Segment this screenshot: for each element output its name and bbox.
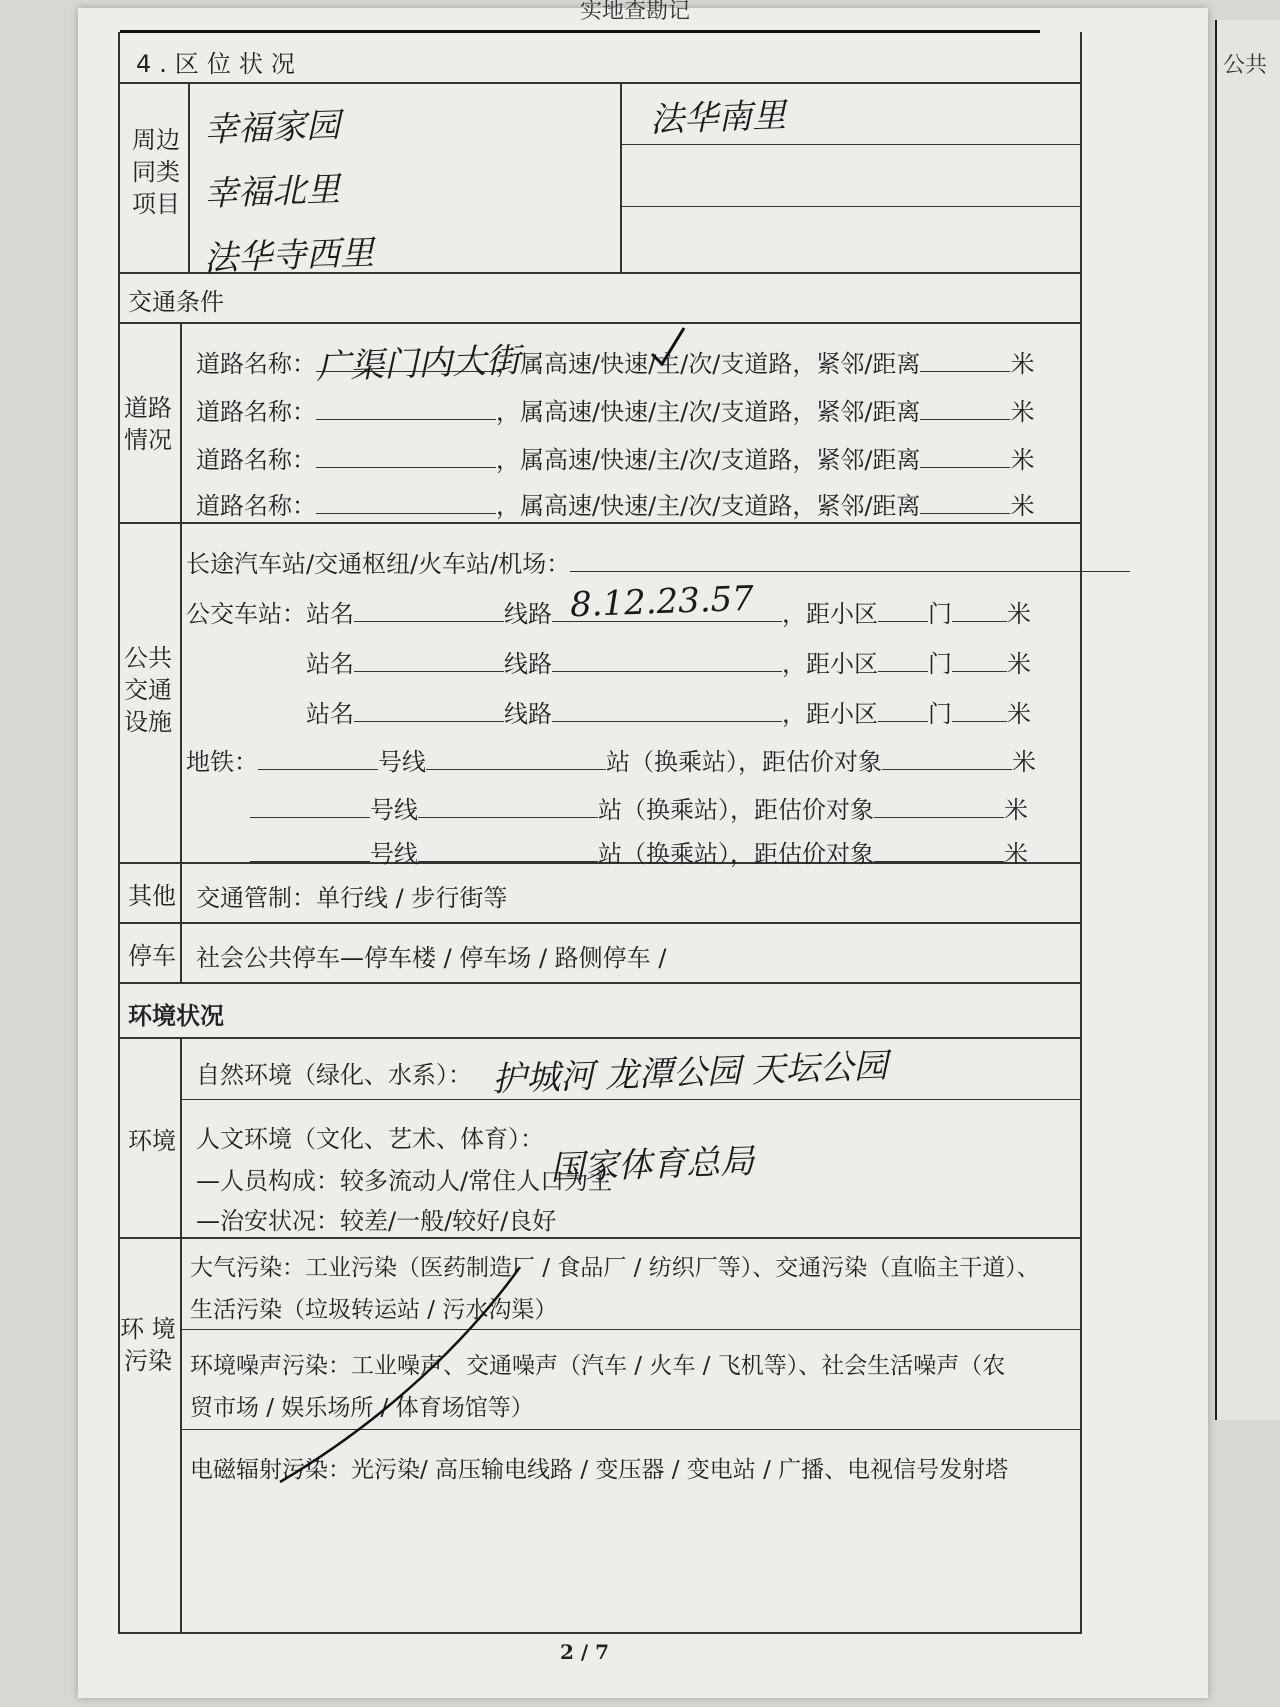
bus-line-3: 站名 线路 ，距小区 门 米 [306, 700, 1031, 728]
subway-line-1: 地铁： 号线 站（换乘站），距估价对象 米 [186, 748, 1036, 776]
page-header [120, 0, 1040, 33]
environment-row [120, 1037, 1080, 1239]
section-title: 4.区位状况 [136, 50, 303, 78]
other-label: 其他 [128, 882, 176, 910]
pollution-label: 环 境 污染 [120, 1315, 176, 1375]
road-line-4: 道路名称： ，属高速/快速/主/次/支道路，紧邻/距离 米 [196, 492, 1035, 520]
humanities-env-value: 国家体育总局 [549, 1141, 755, 1189]
project-entry-right: 法华南里 [649, 95, 787, 141]
check-mark-icon [648, 324, 688, 372]
environment-title-row [120, 982, 1080, 1039]
strike-through-mark [270, 1257, 530, 1487]
air-pollution-line-2: 生活污染（垃圾转运站 / 污水沟渠） [190, 1297, 558, 1323]
project-entry-1: 幸福家园 [203, 105, 341, 151]
parking-row [120, 922, 1080, 984]
roads-row [120, 322, 1080, 524]
projects-label: 周边 同类 项目 [132, 126, 180, 218]
adjacent-page-label: 公共 [1223, 53, 1268, 78]
adjacent-page [1215, 20, 1280, 1420]
long-distance-line: 长途汽车站/交通枢纽/火车站/机场： [186, 544, 1130, 579]
other-text: 交通管制：单行线 / 步行街等 [196, 884, 508, 912]
people-composition: —人员构成：较多流动人/常住人口为主 [196, 1167, 613, 1195]
road-line-1: 道路名称： ，属高速/快速/主/次/支道路，紧邻/距离 米 [196, 350, 1035, 378]
traffic-title-row [120, 272, 1080, 324]
subway-line-2: 号线 站（换乘站），距估价对象 米 [250, 790, 1028, 825]
security-status: —治安状况：较差/一般/较好/良好 [196, 1207, 557, 1235]
noise-pollution-line-2: 贸市场 / 娱乐场所 / 体育场馆等） [190, 1395, 534, 1421]
radiation-pollution-line: 电磁辐射污染：光污染/ 高压输电线路 / 变压器 / 变电站 / 广播、电视信号发射塔 [190, 1457, 1009, 1483]
natural-env-value: 护城河 龙潭公园 天坛公园 [491, 1046, 889, 1100]
natural-env-label: 自然环境（绿化、水系）： [196, 1061, 472, 1089]
bus-line-1: 公交车站：站名 线路 ，距小区 门 米 [186, 600, 1031, 628]
bus-route-1-value: 8.12.23.57 [569, 578, 755, 626]
humanities-env-label: 人文环境（文化、艺术、体育）： [196, 1125, 544, 1153]
environment-title: 环境状况 [128, 1002, 224, 1030]
roads-label: 道路 情况 [124, 394, 172, 454]
road-line-2: 道路名称： ，属高速/快速/主/次/支道路，紧邻/距离 米 [196, 398, 1035, 426]
page-header-title: 实地查勘记 [580, 0, 691, 24]
traffic-title: 交通条件 [128, 288, 224, 316]
subway-line-3: 号线 站（换乘站），距估价对象 米 [250, 834, 1028, 869]
road-line-3: 道路名称： ，属高速/快速/主/次/支道路，紧邻/距离 米 [196, 446, 1035, 474]
parking-text: 社会公共停车—停车楼 / 停车场 / 路侧停车 / [196, 944, 667, 972]
road-1-value: 广渠门内大街 [315, 340, 521, 388]
air-pollution-line-1: 大气污染：工业污染（医药制造厂 / 食品厂 / 纺织厂等）、交通污染（直临主干道）、 [190, 1255, 1040, 1281]
noise-pollution-line-1: 环境噪声污染：工业噪声、交通噪声（汽车 / 火车 / 飞机等）、社会生活噪声（农 [190, 1353, 1006, 1379]
transit-row [120, 522, 1080, 868]
other-row [120, 862, 1080, 924]
survey-form [118, 32, 1082, 1634]
projects-row [120, 82, 1080, 279]
pollution-row [120, 1237, 1080, 1632]
environment-label: 环境 [128, 1127, 176, 1155]
transit-label: 公共 交通 设施 [124, 644, 172, 736]
parking-label: 停车 [128, 942, 176, 970]
bus-line-2: 站名 线路 ，距小区 门 米 [306, 650, 1031, 678]
project-entry-3: 法华寺西里 [203, 233, 375, 279]
section-title-row [120, 32, 1080, 84]
project-entry-2: 幸福北里 [203, 169, 341, 215]
page-number: 2 / 7 [560, 1640, 610, 1664]
